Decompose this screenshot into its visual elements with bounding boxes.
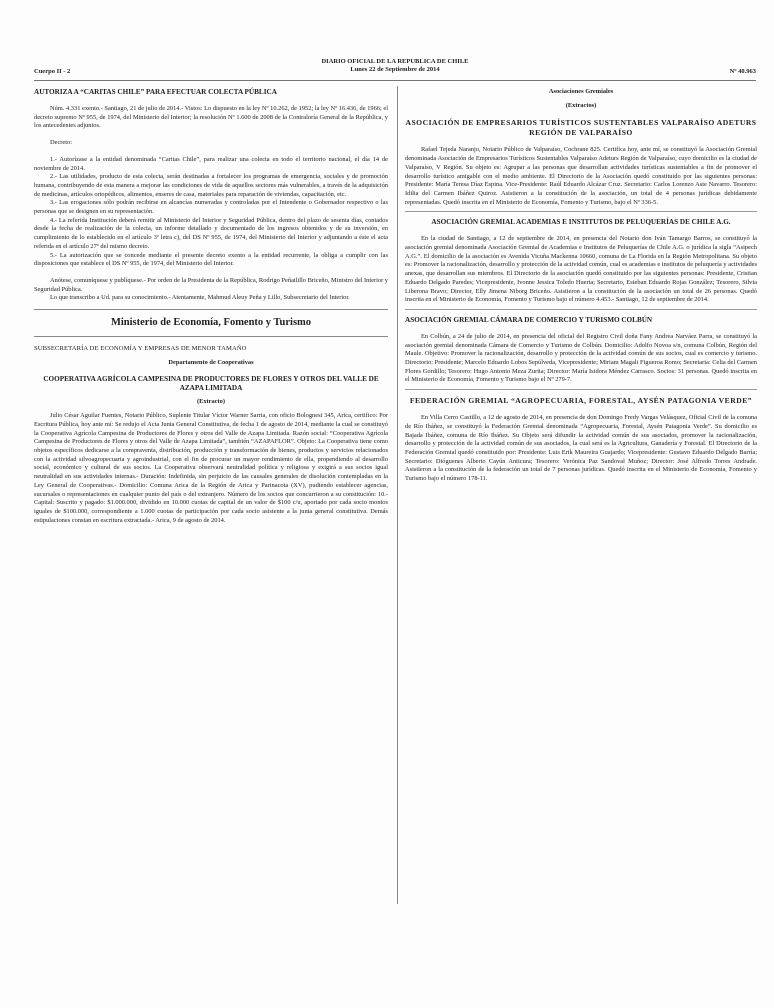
extracts-label: (Extractos) — [565, 101, 597, 109]
extract-label: (Extracto) — [196, 398, 226, 406]
notice-paragraph: 5.- La autorización que se concede mediante el presente decreto exento a la entidad recurrente, la obliga a cumplir con las disposiciones que establece el DS Nº 955, de 1974, del Ministerio del Interior. — [34, 251, 388, 268]
notice-title-caritas: AUTORIZA A “CARITAS CHILE” PARA EFECTUAR COLECTA PÚBLICA — [34, 88, 277, 96]
notice-title-colbun: ASOCIACIÓN GREMIAL CÁMARA DE COMERCIO Y TURISMO COLBÚN — [405, 315, 653, 324]
left-column — [34, 88, 388, 525]
notice-title-federacion: FEDERACIÓN GREMIAL “AGROPECUARIA, FORESTAL, AYSÉN PATAGONIA VERDE” — [409, 396, 753, 406]
notice-paragraph: 1.- Autorízase a la entidad denominada “Caritas Chile”, para realizar una colecta en todo el territorio nacional, el día 14 de noviembre de 2014. — [34, 155, 388, 172]
ministry-heading: Ministerio de Economía, Fomento y Turismo — [34, 309, 388, 337]
notice-paragraph: En Colbún, a 24 de julio de 2014, en presencia del oficial del Registro Civil doña Fany Andrea Narváez Parra, se constituyó la asociación gremial denominada Cámara de Comercio y Turismo de Colbún. Domicilio: Adolfo Novoa s/n, comuna Colbún, Región del Maule. Objetivo: Promover la racionalización, desarrollo y protección de la actividad común de sus socios, cual es comercio y turismo. Directorio: Presidente; Marcelo Eduardo Lobos Sepúlveda, Vicepresidente; Miriam Magali Figueroa Romo; Secretaria: Celia del Carmen Flores Gordillo; Tesorero: Hugo Antonio Meza Zurita; Director: María Isidora Méndez Carrasco. Socios: 31 personas. Quedó inscrita en el Ministerio de Economía, Fomento y Turismo bajo el Nº 279-7. — [405, 332, 757, 384]
publication-masthead — [234, 58, 556, 74]
notice-paragraph: Julio César Aguilar Fuentes, Notario Público, Suplente Titular Víctor Warner Sarria, con oficio Bolognesi 345, Arica, certifico: Por Escritura Pública, hoy ante mí: Se redujo el Acta Junta General Constitutiva, de fecha 1 de agosto de 2014, mediante la cual se constituyó la Cooperativa Agrícola Campesina de Productores de Flores y otros del Valle de Azapa Limitada. Razón social: “Cooperativa Agrícola Campesina de Productores de Flores y otros del Valle de Azapa Limitada”, también “AZAPAFLOR”. Objeto: La Cooperativa tiene como objetos específicos dedicarse a la compraventa, distribución, producción y transformación de bienes, productos y servicios relacionados con la actividad silvoagropecuaria y agroindustrial, con el fin de procurar un mayor rendimiento de ella, propendiendo al desarrollo social, económico y cultural de sus socios. La Cooperativa observará neutralidad política y religiosa y exigirá a sus socios igual neutralidad en sus actividades internas.- Duración: Indefinida, sin perjuicio de las causales generales de disolución contempladas en la Ley General de Cooperativas.- Domicilio: Comuna Arica de la Región de Arica y Parinacota (XV), pudiendo establecer agencias, sucursales o representaciones en cualquier punto del país o del extranjero. Número de los socios que concurrieron a su constitución: 10.- Capital: Suscrito y pagado: $1.000.000, dividido en 10.000 cuotas de capital de un valor de $100 c/u, aportado por cada socio montos iguales de $100.000, correspondiente a 1.000 cuotas de participación por cada socio asistente a la junta general constitutiva. Demás estipulaciones constan en escritura extractada.- Arica, 9 de agosto de 2014. — [34, 412, 388, 524]
column-divider — [397, 86, 398, 904]
page-header — [34, 58, 756, 81]
notice-paragraph: Lo que transcribo a Ud. para su conocimiento.- Atentamente, Mahmud Aleuy Peña y Lillo, Subsecretario del Interior. — [50, 294, 350, 302]
right-column — [405, 88, 757, 484]
notice-paragraph: Núm. 4.331 exento.- Santiago, 21 de julio de 2014.- Vistos: Lo dispuesto en la ley Nº 10.262, de 1952; la ley Nº 16.436, de 1966; el decreto supremo Nº 955, de 1974, del Ministerio del Interior; la resolución Nº 1.600 de 2008 de la Contraloría General de la República, y los antecedentes adjuntos. — [34, 105, 388, 130]
publication-date: Lunes 22 de Septiembre de 2014 — [350, 66, 440, 73]
notice-paragraph: 3.- Las erogaciones sólo podrán recibirse en alcancías numeradas y controladas por el Intendente o Gobernador respectivo o las personas que se designen en su representación. — [34, 199, 388, 216]
decree-label: Decreto: — [50, 139, 72, 147]
subsecretariat-heading: SUBSECRETARÍA DE ECONOMÍA Y EMPRESAS DE MENOR TAMAÑO — [34, 345, 247, 353]
notice-paragraph: En la ciudad de Santiago, a 12 de septiembre de 2014, en presencia del Notario don Iván Tamargo Barros, se constituyó la asociación gremial denominada Asociación Gremial de Academias e Institutos de Peluquerías de Chile A.G. o jurídica la sigla “Asipech A.G.”. El domicilio de la asociación es Avenida Vicuña Mackenna 10660, comuna de La Florida en la Región Metropolitana. Su objeto es: Promover la racionalización, desarrollo y protección de la actividad común, cual es academias e institutos de peluquería y actividades anexas, que desarrollan sus miembros. El Directorio de la asociación quedó constituido por las siguientes personas: Presidente, Cristian Eduardo Delgado Paredes; Vicepresidente, Ivonne Jessica Toledo Huerta; Secretario, Esteban Eduardo Rojas González; Tesorero, Silvia Liberona Bravo; Director, Elly Jimena Niborg Briceño. Asistieron a la constitución de la asociación un total de 26 personas. Quedó inscrita en el Ministerio de Economía, Fomento y Turismo bajo el número 4.453.- Santiago, 12 de septiembre de 2014. — [405, 235, 757, 304]
notice-title-peluquerias: ASOCIACIÓN GREMIAL ACADEMIAS E INSTITUTOS DE PELUQUERÍAS DE CHILE A.G. — [431, 218, 731, 227]
notice-paragraph: En Villa Cerro Castillo, a 12 de agosto de 2014, en presencia de don Domingo Fredy Vargas Velásquez, Oficial Civil de la comuna de Río Ibáñez, se constituyó la Federación Gremial denominada “Agropecuaria, Forestal, Aysén Patagonia Verde”. Su domicilio es Bajada Ibáñez, comuna de Río Ibáñez. Su Objeto será difundir la actividad común de sus asociados, promover la racionalización, desarrollo y protección de la actividad común de sus asociados, la cual será es la Agricultura, Ganadería y Forestal. El Directorio de la Federación Gremial quedó constituido por: Presidente: Luis Erik Maureira Guajardo; Vicepresidente: Gustavo Eduardo Delgado Barría; Secretario: Dióguenes Alberto Cayún Anticura; Tesorero: Verónica Paz Sandoval Muñoz; Director: José Alfredo Torres Andrade. Asistieron a la constitución de la federación un total de 7 personas jurídicas. Quedó inscrita en el Ministerio de Economía, Fomento y Turismo bajo el número 178-11. — [405, 414, 757, 483]
notice-paragraph: Rafael Tejeda Naranjo, Notario Público de Valparaíso, Cochrane 825. Certifica hoy, ante mí, se constituyó la Asociación Gremial denominada Asociación de Empresarios Turísticos Sustentables Valparaíso Adeturs Región de Valparaíso, cuyo domicilio es la ciudad de Valparaíso, V Región. Su objeto es: Agrupar a las personas que desarrollan actividades turísticas sustentables a fin de promover el desarrollo turístico amigable con el medio ambiente. El Directorio de la Asociación quedó constituido por las siguientes personas: Presidente: María Teresa Díaz Espina. Vice-Presidente: Raúl Eduardo Alcázar Cruz. Secretario: Carlos Lorenzo Aste Navarro. Tesorero: Idilia del Carmen Ibáñez Quiroz. Asistieron a la constitución de la asociación, un total de 4 personas jurídicas debidamente representadas. Quedó inscrita en el Ministerio de Economía, Fomento y Turismo, bajo el Nº 336-5. — [405, 146, 757, 206]
notice-title-adeturs: ASOCIACIÓN DE EMPRESARIOS TURÍSTICOS SUSTENTABLES VALPARAÍSO ADETURS REGIÓN DE VALPARAÍSO — [405, 118, 757, 138]
section-heading-asociaciones: Asociaciones Gremiales — [548, 88, 614, 95]
department-heading: Departamento de Cooperativas — [168, 358, 254, 366]
notice-paragraph: 2.- Las utilidades, producto de esta colecta, serán destinadas a fortalecer los programas de emergencia, sociales y de promoción humana, contribuyendo de esta manera a mejorar las condiciones de vida de aquellos sectores más vulnerables, a través de la adquisición de medicinas, artículos ortopédicos, alimentos, enseres de casa, materiales para reparación de viviendas, capacitación, etc. — [34, 173, 388, 198]
notice-paragraph: Anótese, comuníquese y publíquese.- Por orden de la Presidenta de la República, Rodrigo Peñailillo Briceño, Ministro del Interior y Seguridad Pública. — [34, 276, 388, 293]
issue-number: Nº 40.963 — [729, 68, 756, 75]
section-label: Cuerpo II - 2 — [34, 68, 71, 75]
notice-title-cooperativa: COOPERATIVA AGRÍCOLA CAMPESINA DE PRODUCTORES DE FLORES Y OTROS DEL VALLE DE AZAPA LIMITADA — [43, 375, 379, 393]
notice-paragraph: 4.- La referida Institución deberá remitir al Ministerio del Interior y Seguridad Pública, dentro del plazo de sesenta días, contados desde la fecha de realización de la colecta, un informe detallado y documentado de los ingresos obtenidos y de su inversión, en cumplimiento de lo establecido en el artículo 3º letra c), del DS Nº 955, de 1974, del Ministerio del Interior y adjuntando a éste el acta referida en el artículo 27º del mismo decreto. — [34, 216, 388, 250]
publication-title: DIARIO OFICIAL DE LA REPUBLICA DE CHILE — [321, 58, 469, 65]
